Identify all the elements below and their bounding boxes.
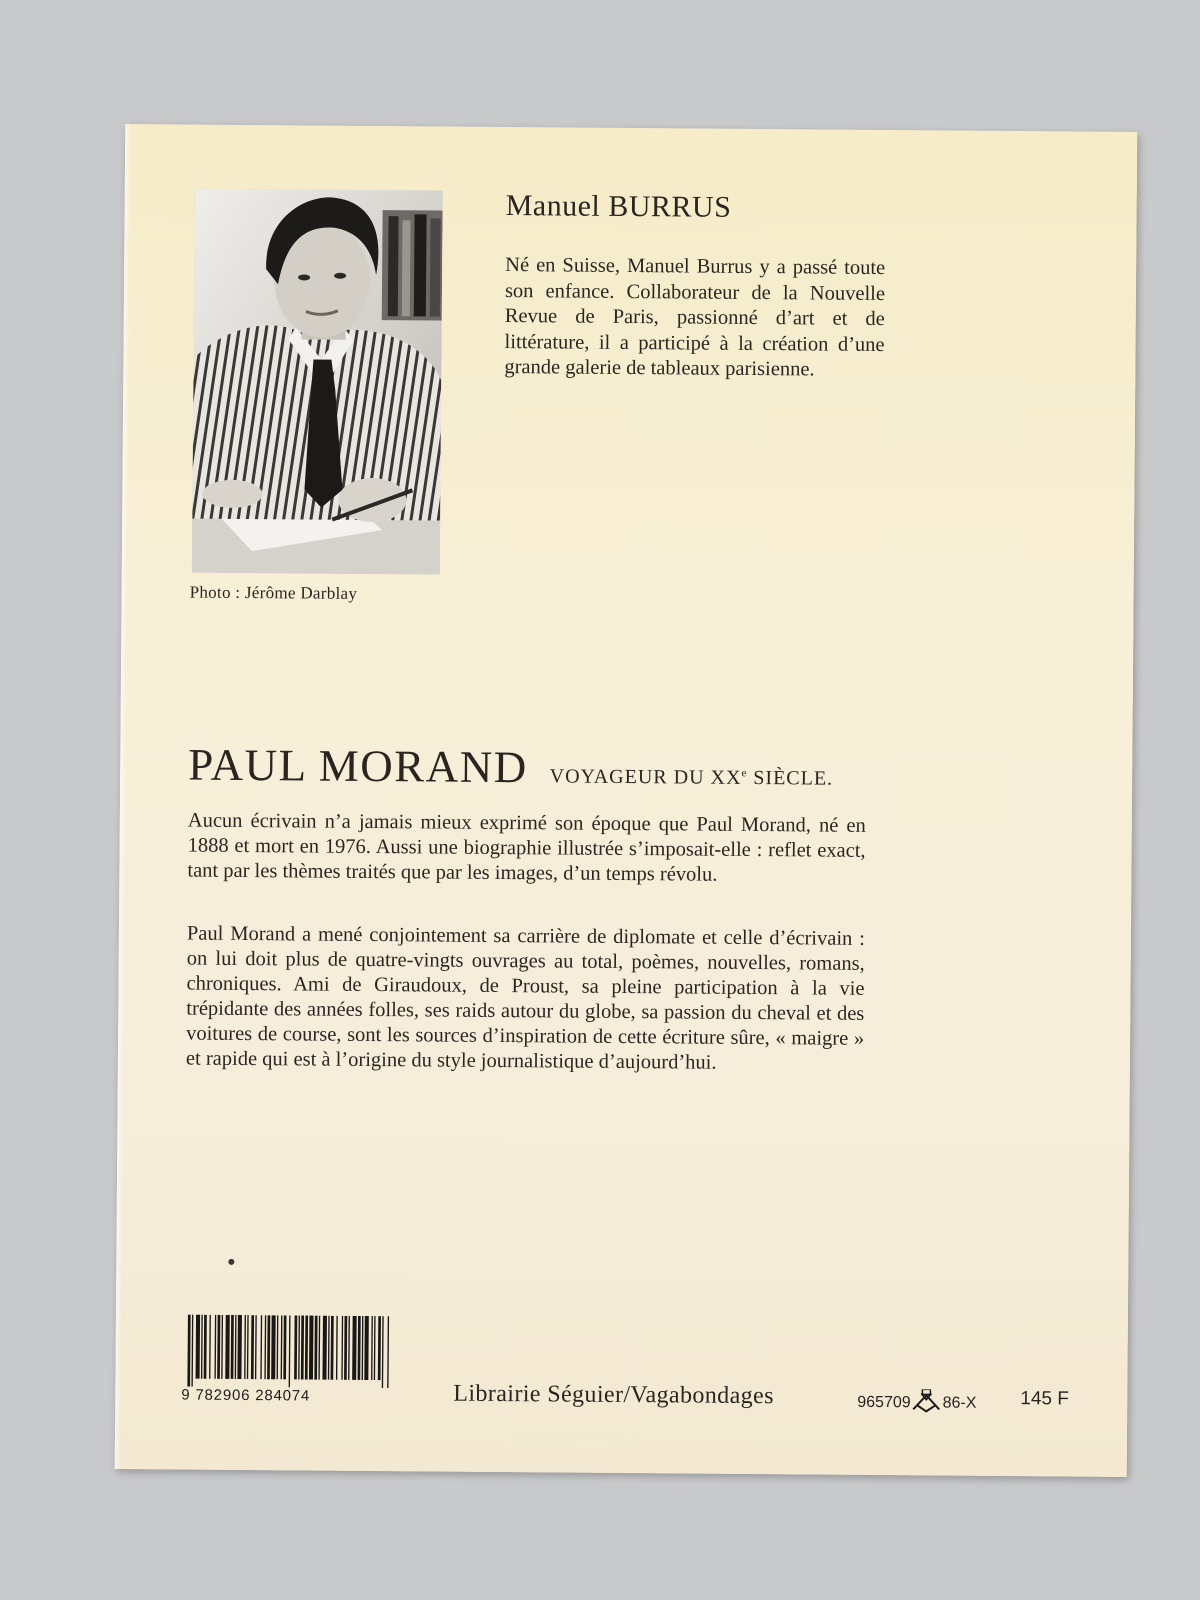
- price: 145 F: [1020, 1388, 1069, 1410]
- isbn-prefix: 965709: [857, 1393, 911, 1412]
- decorative-dot: [228, 1259, 234, 1265]
- author-photo: [192, 189, 443, 575]
- isbn-suffix: 86-X: [942, 1394, 977, 1412]
- author-bio: Né en Suisse, Manuel Burrus y a passé toute son enfance. Collaborateur de la Nouvelle Revue de Paris, passionné d’art et de littérature, il a participé à la création d’une grande galerie de tableaux parisienne.: [504, 254, 886, 381]
- book-subtitle-suffix: SIÈCLE.: [747, 766, 834, 790]
- book-subtitle: [550, 765, 834, 789]
- book-heading: [188, 739, 888, 796]
- summary-paragraph-2: Paul Morand a mené conjointement sa carrière de diplomate et celle d’écrivain : on lui doit plus de quatre-vingts ouvrages au total, poèmes, nouvelles, romans, chroniques. Ami de Giraudoux, de Proust, sa pleine participation à la vie trépidante des années folles, ses raids autour du globe, sa passion du cheval et des voitures de course, sont les sources d’inspiration de cette écriture sûre, « maigre » et rapide qui est à l’origine du style journalistique d’aujourd’hui.: [185, 922, 866, 1074]
- book-title: PAUL MORAND: [188, 739, 528, 793]
- publisher-name: Librairie Séguier/Vagabondages: [453, 1380, 774, 1410]
- author-name: Manuel BURRUS: [505, 189, 732, 224]
- book-back-cover: [115, 124, 1138, 1477]
- summary-paragraph-1: Aucun écrivain n’a jamais mieux exprimé son époque que Paul Morand, né en 1888 et mort en 1976. Aussi une biographie illustrée s’imposait-elle : reflet exact, tant par les thèmes traités que par les images, d’un temps révolu.: [187, 809, 866, 886]
- isbn-code: [857, 1389, 976, 1419]
- photo-credit: Photo : Jérôme Darblay: [189, 582, 358, 603]
- barcode-bars: [183, 1315, 394, 1389]
- barcode-digits: 9 782906 284074: [181, 1386, 311, 1405]
- book-subtitle-superscript: e: [741, 767, 748, 780]
- publisher-logo-icon: [912, 1389, 942, 1418]
- book-subtitle-prefix: VOYAGEUR DU XX: [549, 765, 742, 789]
